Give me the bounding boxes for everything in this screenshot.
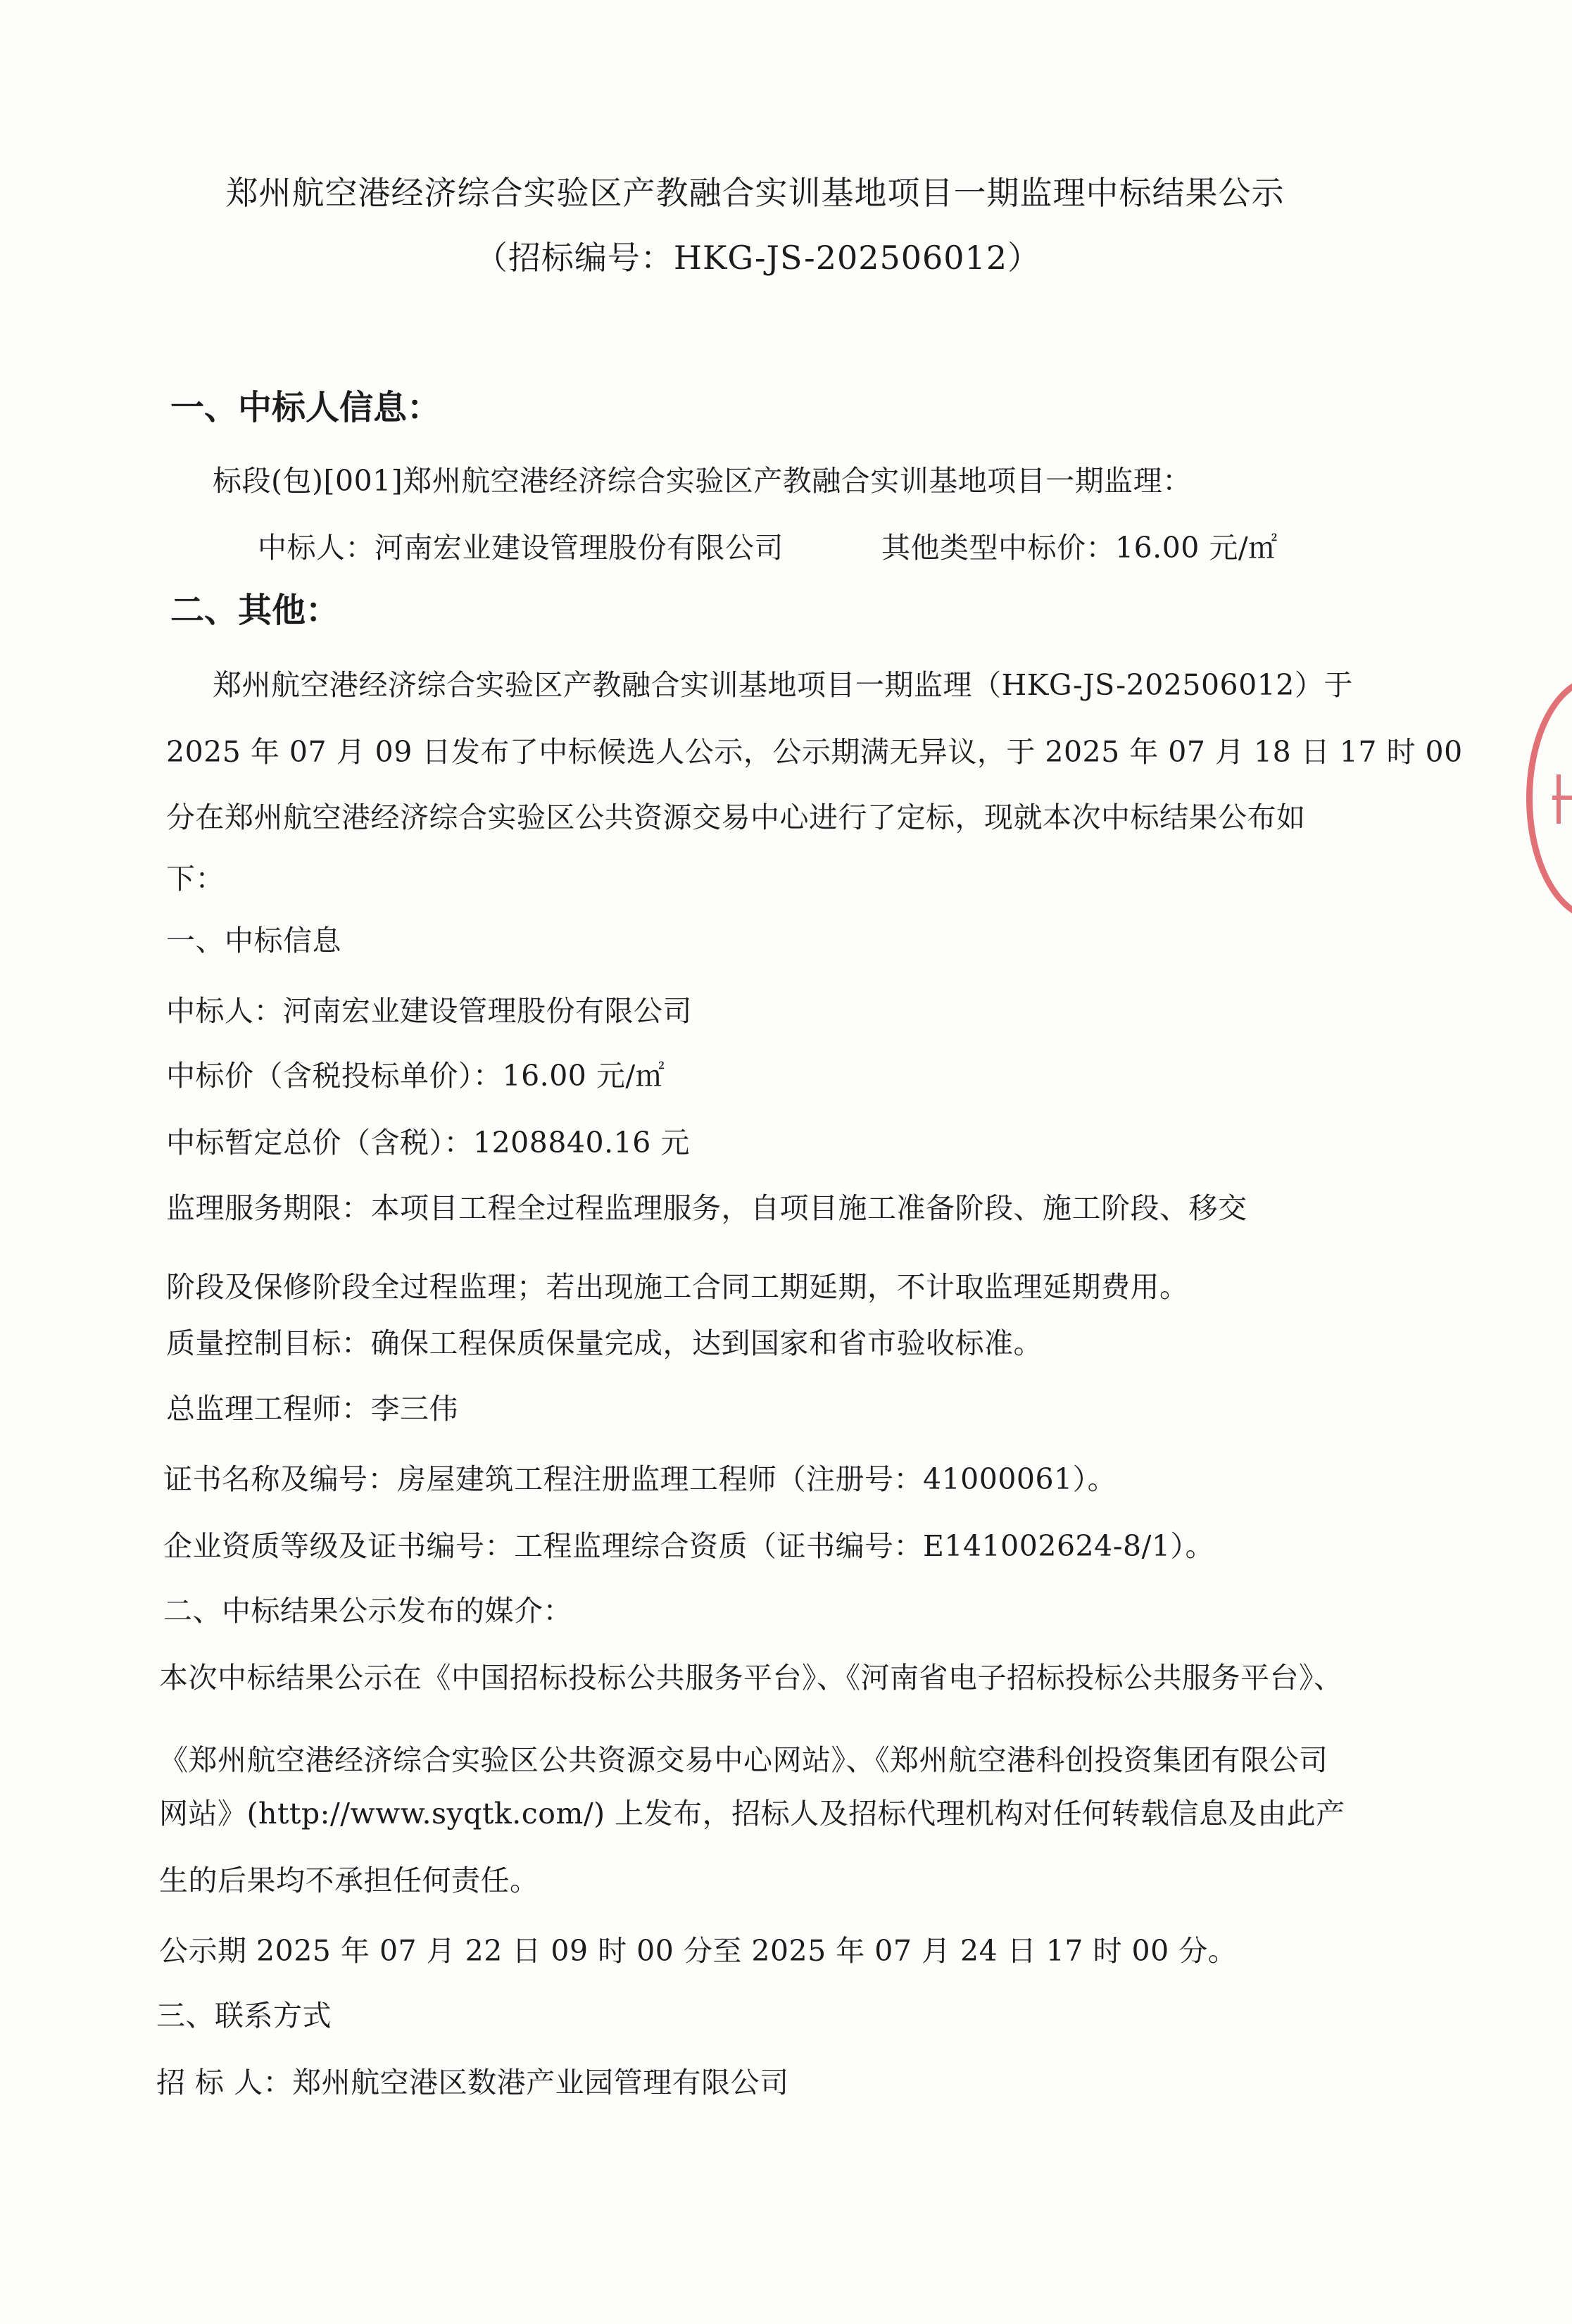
subheading-bid-info: 一、中标信息 (166, 924, 341, 957)
media-line-4: 生的后果均不承担任何责任。 (159, 1864, 539, 1897)
media-line-1: 本次中标结果公示在《中国招标投标公共服务平台》、《河南省电子招标投标公共服务平台》、 (159, 1661, 1343, 1695)
lot-line: 标段(包)[001]郑州航空港经济综合实验区产教融合实训基地项目一期监理： (213, 464, 1192, 498)
total-price: 中标暂定总价（含税）：1208840.16 元 (166, 1126, 690, 1160)
seal-mark (1552, 767, 1572, 831)
tenderer: 招 标 人：郑州航空港区数港产业园管理有限公司 (156, 2066, 789, 2099)
section-heading-other: 二、其他： (170, 591, 340, 630)
winner: 中标人：河南宏业建设管理股份有限公司 (166, 994, 692, 1028)
subheading-media: 二、中标结果公示发布的媒介： (163, 1594, 572, 1628)
unit-price: 中标价（含税投标单价）：16.00 元/㎡ (166, 1059, 665, 1093)
qualification: 企业资质等级及证书编号：工程监理综合资质（证书编号：E141002624-8/1）。 (163, 1529, 1215, 1563)
tender-number: （招标编号：HKG-JS-202506012） (474, 239, 1041, 277)
service-period-line-1: 监理服务期限：本项目工程全过程监理服务，自项目施工准备阶段、施工阶段、移交 (166, 1191, 1247, 1225)
service-period-line-2: 阶段及保修阶段全过程监理；若出现施工合同工期延期，不计取监理延期费用。 (166, 1270, 1189, 1304)
section-heading-winner-info: 一、中标人信息： (170, 388, 441, 427)
winner-name: 中标人：河南宏业建设管理股份有限公司 (258, 531, 784, 565)
quality-target: 质量控制目标：确保工程保质保量完成，达到国家和省市验收标准。 (166, 1326, 1043, 1360)
paragraph-line-2: 2025 年 07 月 09 日发布了中标候选人公示，公示期满无异议，于 2025 年 07 月 18 日 17 时 00 (166, 735, 1463, 769)
paragraph-line-1: 郑州航空港经济综合实验区产教融合实训基地项目一期监理（HKG-JS-202506012）于 (213, 668, 1353, 702)
other-price: 其他类型中标价：16.00 元/㎡ (881, 531, 1278, 565)
paragraph-line-3: 分在郑州航空港经济综合实验区公共资源交易中心进行了定标，现就本次中标结果公布如 (166, 800, 1306, 834)
subheading-contact: 三、联系方式 (156, 1999, 332, 2033)
media-line-3: 网站》(http://www.syqtk.com/) 上发布，招标人及招标代理机构对任何转载信息及由此产 (159, 1797, 1345, 1830)
document-title: 郑州航空港经济综合实验区产教融合实训基地项目一期监理中标结果公示 (225, 174, 1285, 212)
publication-period: 公示期 2025 年 07 月 22 日 09 时 00 分至 2025 年 07 月 24 日 17 时 00 分。 (159, 1934, 1238, 1968)
certificate: 证书名称及编号：房屋建筑工程注册监理工程师（注册号：41000061）。 (163, 1462, 1117, 1496)
media-line-2: 《郑州航空港经济综合实验区公共资源交易中心网站》、《郑州航空港科创投资集团有限公司 (159, 1743, 1328, 1777)
paragraph-line-4: 下： (166, 862, 225, 896)
winner-line (258, 525, 784, 566)
chief-engineer: 总监理工程师：李三伟 (166, 1392, 458, 1426)
